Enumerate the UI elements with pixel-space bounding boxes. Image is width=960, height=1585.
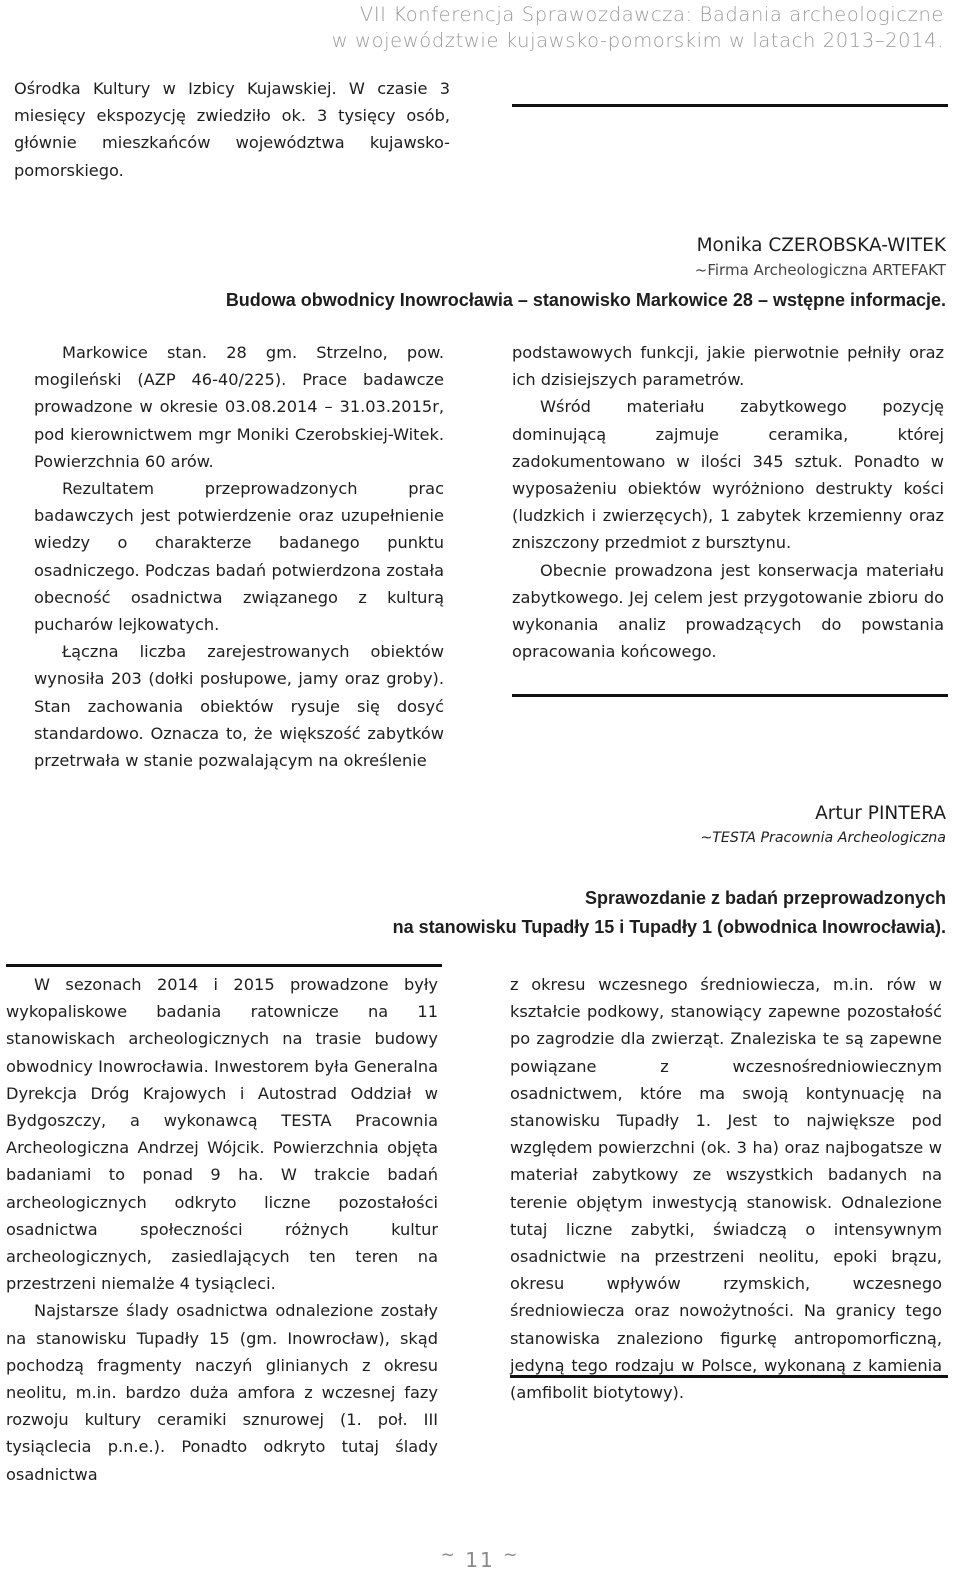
section-rule-top-2 [6,964,442,967]
article2-left-paragraph-1: W sezonach 2014 i 2015 prowadzone były wykopaliskowe badania ratownicze na 11 stanowiskach archeologicznych na trasie budowy obwodnicy Inowrocławia. Inwestorem była Generalna Dyrekcja Dróg Krajowych i Autostrad Oddział w Bydgoszczy, a wykonawcą TESTA Pracownia Archeologiczna Andrzej Wójcik. Powierzchnia objęta badaniami to ponad 9 ha. W trakcie badań archeologicznych odkryto liczne pozostałości osadnictwa społeczności różnych kultur archeologicznych, zasiedlających ten teren na przestrzeni niemalże 4 tysiącleci. [6,975,438,1294]
article1-left-column [34,339,444,774]
article1-left-paragraph-2: Rezultatem przeprowadzonych prac badawczych jest potwierdzenie oraz uzupełnienie wiedzy o charakterze badanego punktu osadniczego. Podczas badań potwierdzona została obecność osadnictwa związanego z kulturą pucharów lejkowatych. [34,479,444,635]
article2-author-name: Artur PINTERA [815,803,946,824]
article2-right-column [510,971,942,1406]
page-number: 11 [465,1548,495,1572]
page-number-tilde-left: ~ [440,1545,457,1565]
page-number-footer [0,1545,960,1572]
header-line-1: VII Konferencja Sprawozdawcza: Badania archeologiczne [359,3,944,26]
article2-title-line-1: Sprawozdanie z badań przeprowadzonych [584,888,946,908]
article2-right-paragraph-1: z okresu wczesnego średniowiecza, m.in. rów w kształcie podkowy, stanowiący zapewne pozostałość po zagrodzie dla zwierząt. Znaleziska te są zapewne powiązane z wczesnośredniowiecznym osadnictwem, które ma swoją kontynuację na stanowisku Tupadły 1. Jest to największe pod względem powierzchni (ok. 3 ha) oraz najbogatsze w materiał zabytkowy ze wszystkich badanych na terenie objętym inwestycją stanowisk. Odnalezione tutaj liczne zabytki, świadczą o intensywnym osadnictwie na przestrzeni neolitu, epoki brązu, okresu wpływów rzymskich, wczesnego średniowiecza oraz nowożytności. Na granicy tego stanowiska znaleziono figurkę antropomorficzną, jedyną tego rodzaju w Polsce, wykonaną z kamienia (amfibolit biotytowy). [510,975,942,1403]
intro-column [14,75,450,184]
article2-author-affiliation: ~TESTA Pracownia Archeologiczna [700,830,946,846]
article1-author-name: Monika CZEROBSKA-WITEK [696,235,946,256]
header-line-2: w województwie kujawsko-pomorskim w latach 2013–2014. [331,29,944,52]
running-header [332,2,944,54]
article1-left-paragraph-3: Łączna liczba zarejestrowanych obiektów wynosiła 203 (dołki posłupowe, jamy oraz groby). Stan zachowania obiektów rysuje się dosyć standardowo. Oznacza to, że większość zabytków przetrwała w stanie pozwalającym na określenie [34,642,444,771]
section-rule-bottom-1 [512,694,948,697]
article2-left-column [6,971,438,1488]
article1-author-block [695,233,946,281]
article2-title [393,884,946,942]
section-rule-top-1 [512,104,948,107]
article1-left-paragraph-1: Markowice stan. 28 gm. Strzelno, pow. mogileński (AZP 46-40/225). Prace badawcze prowadzone w okresie 03.08.2014 – 31.03.2015r, pod kierownictwem mgr Moniki Czerobskiej-Witek. Powierzchnia 60 arów. [34,343,444,471]
article2-author-block [700,801,946,849]
article1-right-column [512,339,944,665]
article2-title-line-2: na stanowisku Tupadły 15 i Tupadły 1 (obwodnica Inowrocławia). [392,917,946,937]
intro-paragraph: Ośrodka Kultury w Izbicy Kujawskiej. W czasie 3 miesięcy ekspozycję zwiedziło ok. 3 tysięcy osób, głównie mieszkańców województwa kujawsko-pomorskiego. [14,79,450,180]
article2-left-paragraph-2: Najstarsze ślady osadnictwa odnalezione zostały na stanowisku Tupadły 15 (gm. Inowrocław), skąd pochodzą fragmenty naczyń glinianych z okresu neolitu, m.in. bardzo duża amfora z wczesnej fazy rozwoju kultury ceramiki sznurowej (1. poł. III tysiąclecia p.n.e.). Ponadto odkryto tutaj ślady osadnictwa [6,1301,438,1484]
article1-right-paragraph-1: podstawowych funkcji, jakie pierwotnie pełniły oraz ich dzisiejszych parametrów. [512,343,944,390]
page-number-tilde-right: ~ [503,1545,520,1565]
article1-right-paragraph-2: Wśród materiału zabytkowego pozycję dominującą zajmuje ceramika, której zadokumentowano w ilości 345 sztuk. Ponadto w wyposażeniu obiektów wyróżniono destrukty kości (ludzkich i zwierzęcych), 1 zabytek krzemienny oraz zniszczony przedmiot z bursztynu. [512,397,944,553]
article1-title: Budowa obwodnicy Inowrocławia – stanowisko Markowice 28 – wstępne informacje. [225,290,946,310]
section-rule-bottom-2 [510,1375,948,1378]
article1-author-affiliation: ~Firma Archeologiczna ARTEFAKT [694,261,946,279]
article1-right-paragraph-3: Obecnie prowadzona jest konserwacja materiału zabytkowego. Jej celem jest przygotowanie zbioru do wykonania analiz prowadzących do powstania opracowania końcowego. [512,560,944,662]
